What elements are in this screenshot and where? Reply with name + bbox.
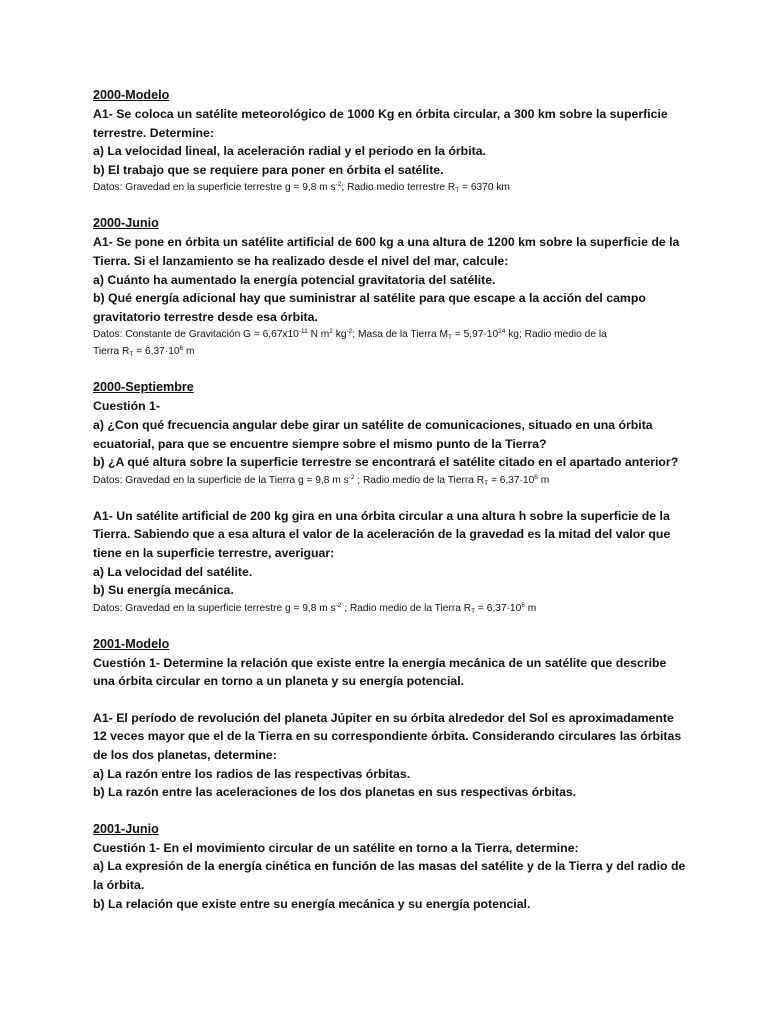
exam-section (93, 507, 683, 617)
question-line: A1- Se pone en órbita un satélite artificial de 600 kg a una altura de 1200 km sobre la superficie de la (93, 235, 680, 250)
section-heading: 2000-Septiembre (93, 380, 194, 395)
section-heading: 2001-Modelo (93, 636, 170, 651)
question-line: a) La razón entre los radios de las respectivas órbitas. (93, 766, 411, 781)
section-heading: 2001-Junio (93, 821, 159, 836)
data-line (93, 343, 683, 360)
question-line: b) El trabajo que se requiere para poner en órbita el satélite. (93, 162, 444, 177)
data-text: Datos: Constante de Gravitación G = 6,67x10 (93, 329, 299, 341)
exam-section (93, 378, 683, 488)
exam-section (93, 86, 683, 196)
section-heading: 2000-Junio (93, 216, 159, 231)
question-line: Cuestión 1- En el movimiento circular de un satélite en torno a la Tierra, determine: (93, 840, 579, 855)
superscript: 6 (521, 601, 525, 609)
superscript: -2 (335, 601, 342, 609)
data-text: m (524, 602, 537, 614)
question-line: a) La expresión de la energía cinética en función de las masas del satélite y de la Tierra y del radio de (93, 859, 686, 874)
data-line (93, 179, 683, 196)
question-line: de los dos planetas, determine: (93, 748, 277, 763)
data-text: = 6,37·10 (133, 346, 180, 358)
question-line: a) La velocidad del satélite. (93, 564, 253, 579)
data-text: kg (332, 329, 347, 341)
data-text: ; Masa de la Tierra M (352, 329, 448, 341)
superscript: -2 (348, 473, 355, 481)
superscript: -2 (335, 181, 342, 189)
subscript: T (471, 607, 476, 615)
question-line: tiene en la superficie terrestre, averiguar: (93, 545, 335, 560)
data-text: ; Radio medio de la Tierra R (341, 602, 472, 614)
subscript: T (484, 479, 489, 487)
question-line: ecuatorial, para que se encuentre siempre sobre el mismo punto de la Tierra? (93, 436, 547, 451)
question-line: A1- El período de revolución del planeta Júpiter en su órbita alrededor del Sol es aproximadamente (93, 710, 674, 725)
data-text: ; Radio medio terrestre R (341, 182, 456, 194)
question-line: a) ¿Con qué frecuencia angular debe girar un satélite de comunicaciones, situado en una órbita (93, 417, 653, 432)
subscript: T (447, 334, 452, 342)
data-text: = 5,97·10 (451, 329, 499, 341)
subscript: T (455, 187, 460, 195)
section-heading: 2000-Modelo (93, 88, 170, 102)
question-line: a) La velocidad lineal, la aceleración radial y el periodo en la órbita. (93, 144, 486, 159)
data-text: m (537, 474, 550, 486)
data-text: m (183, 346, 195, 358)
question-line: b) ¿A qué altura sobre la superficie terrestre se encontrará el satélite citado en el apartado anterior? (93, 455, 679, 470)
data-text: Tierra R (93, 346, 130, 358)
data-line (93, 472, 683, 489)
question-line: terrestre. Determine: (93, 125, 214, 140)
data-text: Datos: Gravedad en la superficie terrestre g = 9,8 m s (93, 182, 336, 194)
document-page (93, 86, 686, 931)
superscript: 24 (498, 328, 506, 336)
data-line (93, 600, 683, 617)
subscript: T (129, 351, 134, 359)
exam-section (93, 820, 686, 913)
question-line: Cuestión 1- (93, 399, 160, 414)
data-line (93, 326, 683, 343)
data-text: Datos: Gravedad en la superficie de la Tierra g = 9,8 m s (93, 474, 349, 486)
question-line: 12 veces mayor que el de la Tierra en su correspondiente órbita. Considerando circulares las órbitas (93, 729, 682, 744)
question-line: b) Su energía mecánica. (93, 583, 234, 598)
question-line: A1- Un satélite artificial de 200 kg gira en una órbita circular a una altura h sobre la superficie de la (93, 508, 670, 523)
question-line: b) La relación que existe entre su energía mecánica y su energía potencial. (93, 896, 531, 911)
superscript: -2 (346, 328, 353, 336)
exam-section (93, 214, 683, 360)
question-line: A1- Se coloca un satélite meteorológico de 1000 Kg en órbita circular, a 300 km sobre la superficie (93, 107, 668, 121)
question-line: Tierra. Si el lanzamiento se ha realizado desde el nivel del mar, calcule: (93, 253, 509, 268)
question-line: Tierra. Sabiendo que a esa altura el valor de la aceleración de la gravedad es la mitad del valor que (93, 527, 671, 542)
exam-section (93, 635, 683, 691)
data-text: = 6,37·10 (475, 602, 522, 614)
question-line: una órbita circular en torno a un planeta y su energía potencial. (93, 674, 465, 689)
data-text: = 6,37·10 (488, 474, 535, 486)
superscript: 2 (329, 328, 333, 336)
data-text: ; Radio medio de la Tierra R (354, 474, 485, 486)
question-line: b) La razón entre las aceleraciones de los dos planetas en sus respectivas órbitas. (93, 785, 577, 800)
data-text: N m (307, 329, 330, 341)
question-line: b) Qué energía adicional hay que suministrar al satélite para que escape a la acción del campo (93, 291, 646, 306)
question-line: Cuestión 1- Determine la relación que existe entre la energía mecánica de un satélite que describe (93, 655, 667, 670)
question-line: a) Cuánto ha aumentado la energía potencial gravitatoria del satélite. (93, 272, 496, 287)
superscript: 6 (179, 345, 184, 353)
data-text: kg; Radio medio de la (505, 329, 607, 341)
data-text: = 6370 km (459, 182, 510, 194)
question-line: gravitatorio terrestre desde esa órbita. (93, 309, 318, 324)
superscript: -11 (298, 328, 308, 336)
exam-section (93, 709, 683, 802)
superscript: 6 (534, 473, 538, 481)
question-line: la órbita. (93, 878, 145, 893)
data-text: Datos: Gravedad en la superficie terrestre g = 9,8 m s (93, 602, 336, 614)
